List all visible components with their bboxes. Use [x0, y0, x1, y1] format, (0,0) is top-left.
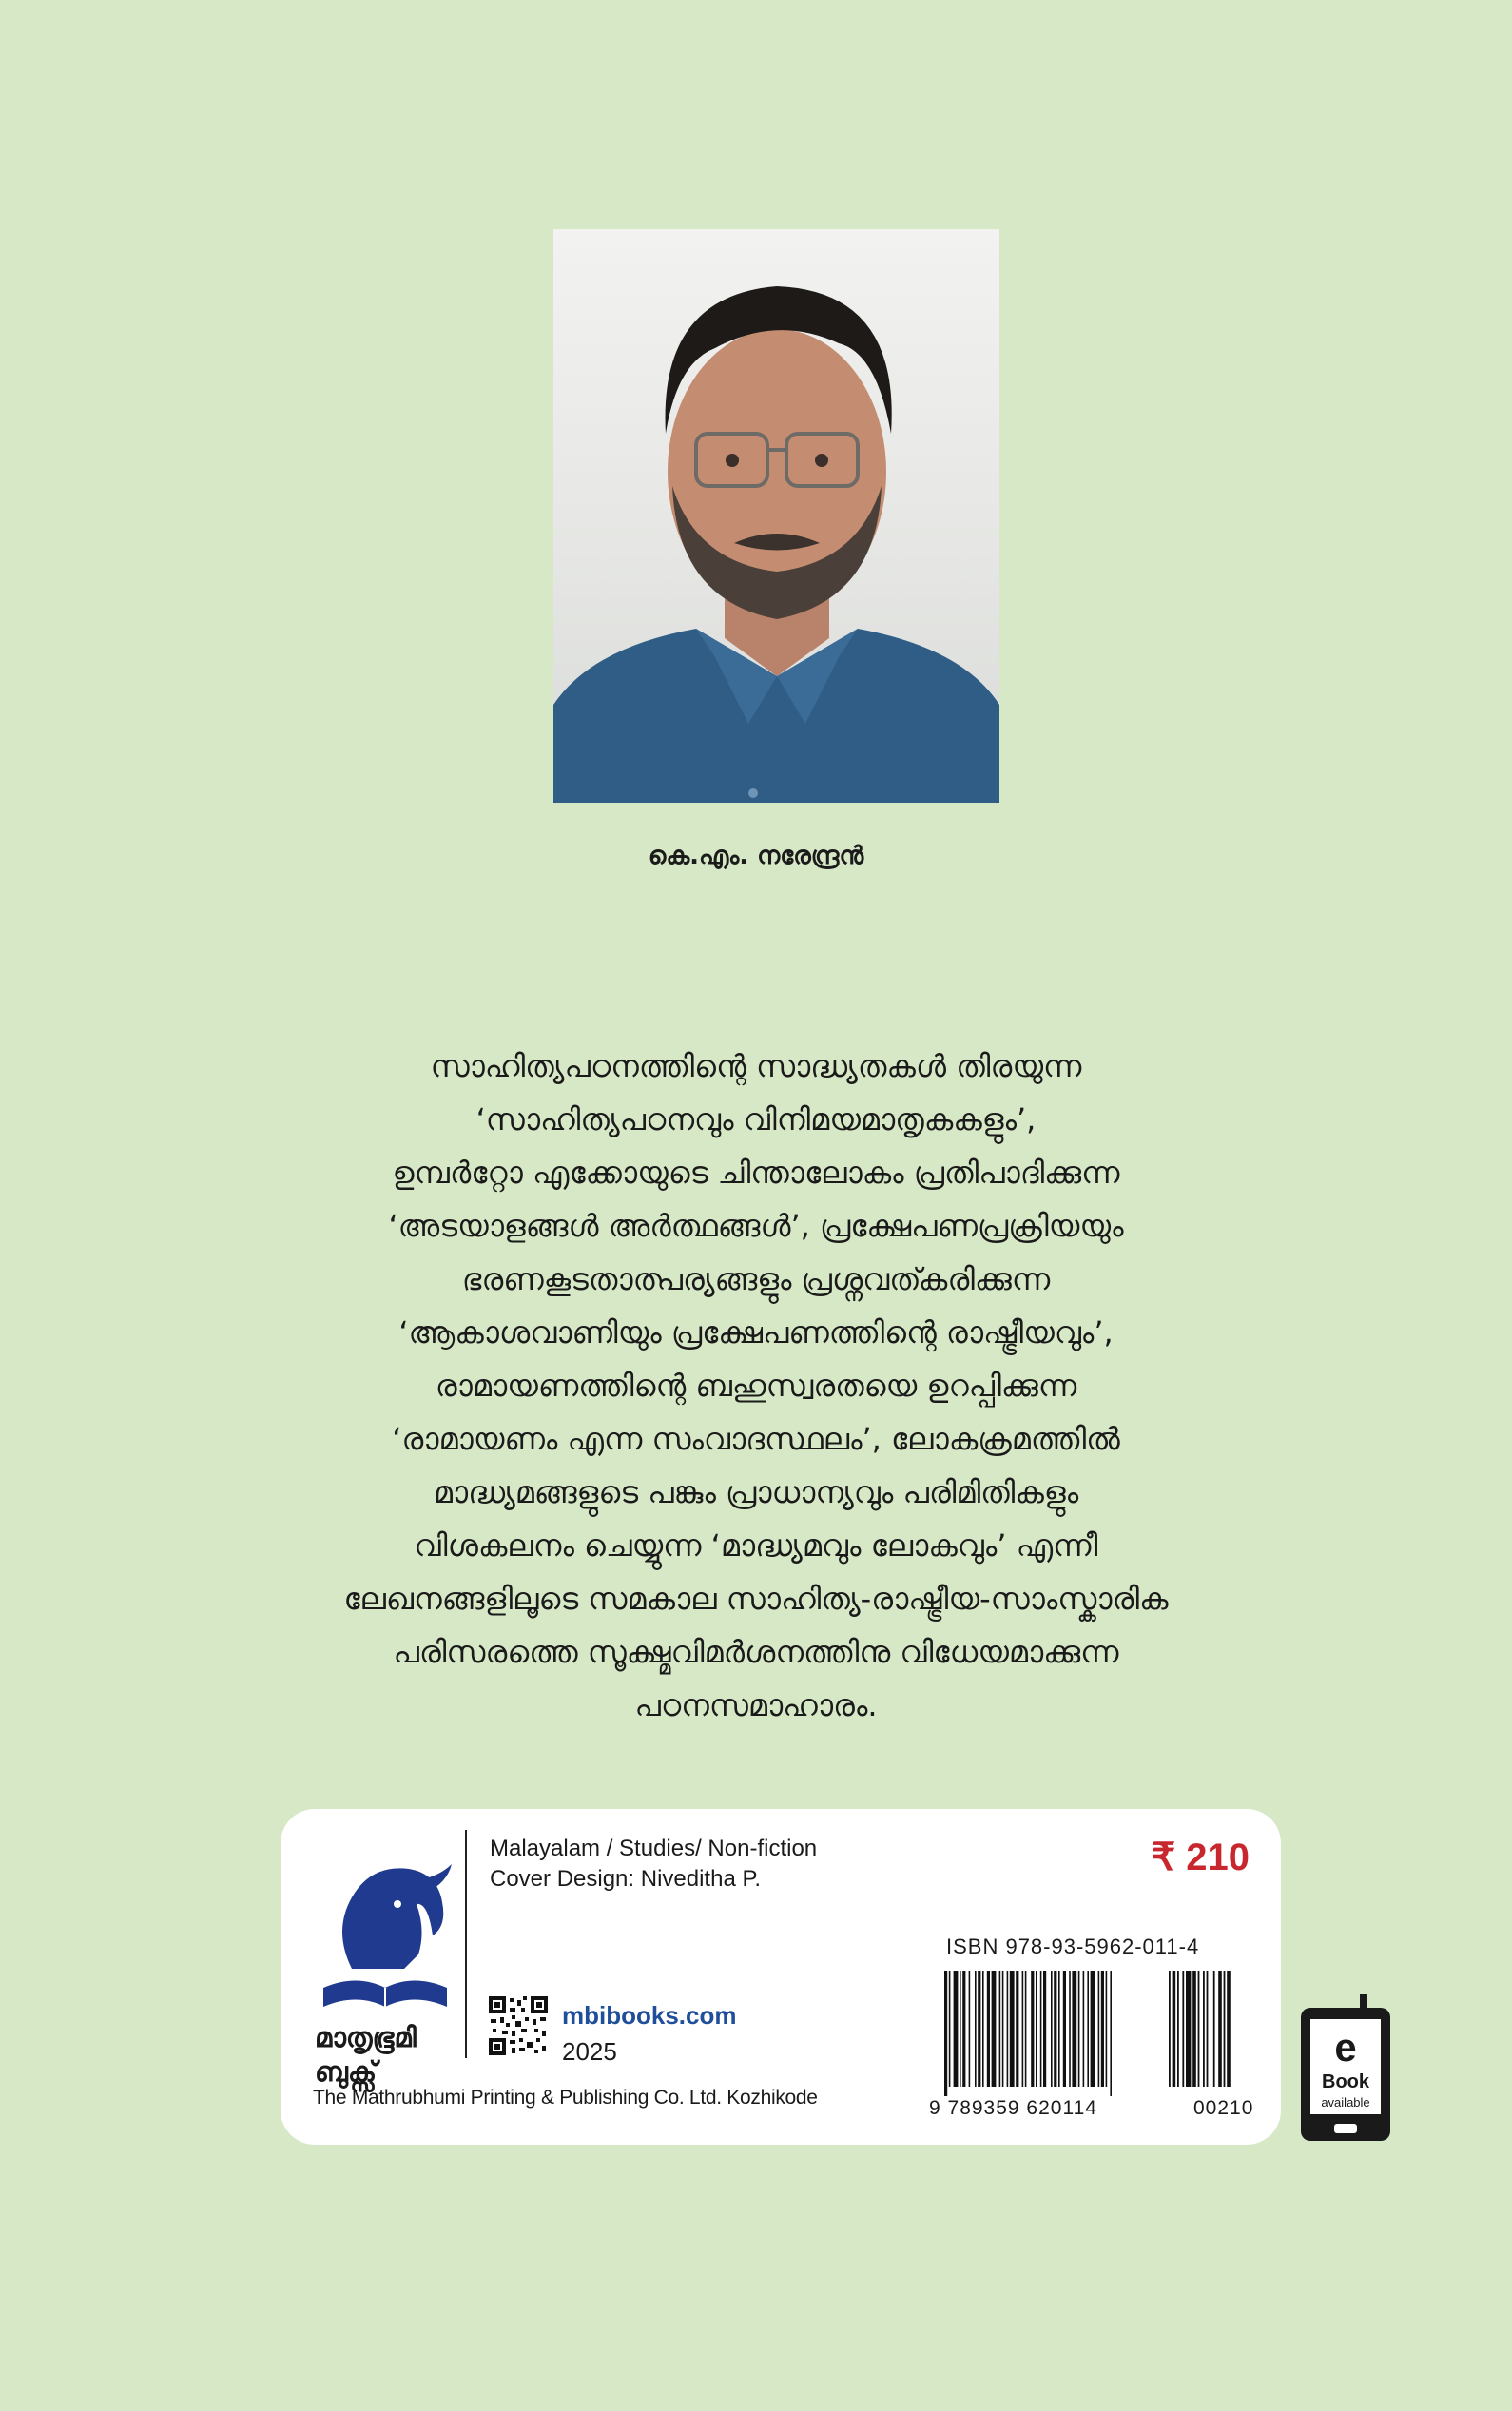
- barcode-bar: [1063, 1971, 1066, 2087]
- blurb-line: ‘രാമായണം എന്ന സംവാദസ്ഥലം’, ലോകക്രമത്തിൽ: [392, 1421, 1120, 1457]
- barcode-bar: [962, 1971, 965, 2087]
- category-text: Malayalam / Studies/ Non-fiction: [490, 1836, 818, 1861]
- website-link[interactable]: mbibooks.com: [562, 2001, 737, 2030]
- barcode-bar: [1101, 1971, 1104, 2087]
- barcode-bar: [1098, 1971, 1100, 2087]
- blurb-line: ലേഖനങ്ങളിലൂടെ സമകാല സാഹിത്യ-രാഷ്ട്രീയ-സാംസ്കാരിക: [343, 1581, 1169, 1617]
- barcode-bar: [1043, 1971, 1046, 2087]
- blurb-line: മാദ്ധ്യമങ്ങളുടെ പങ്കും പ്രാധാന്യവും പരിമിതികളും: [433, 1474, 1079, 1510]
- barcode-bar: [1025, 1971, 1027, 2087]
- barcode-bar: [1036, 1971, 1037, 2087]
- barcode-bar: [1054, 1971, 1056, 2087]
- barcode-addon-bar: [1173, 1971, 1176, 2087]
- barcode-bar: [992, 1971, 997, 2087]
- barcode-bar: [1040, 1971, 1042, 2087]
- blurb-line: ‘സാഹിത്യപഠനവും വിനിമയമാതൃകകളും’,: [475, 1101, 1037, 1137]
- barcode-icon: [944, 1971, 1252, 2096]
- barcode-bar: [1007, 1971, 1009, 2087]
- barcode-addon-bar: [1213, 1971, 1215, 2087]
- barcode-bar: [1016, 1971, 1018, 2087]
- barcode-addon-bar: [1177, 1971, 1179, 2087]
- barcode-bar: [1051, 1971, 1053, 2087]
- barcode-bar: [1069, 1971, 1071, 2087]
- cover-design-text: Cover Design: Niveditha P.: [490, 1866, 762, 1892]
- barcode-bar: [1058, 1971, 1060, 2087]
- ebook-e: e: [1334, 2025, 1357, 2070]
- barcode-bar: [1031, 1971, 1034, 2087]
- barcode-addon-bar: [1218, 1971, 1222, 2087]
- blurb-line: പരിസരത്തെ സൂക്ഷ്മവിമർശനത്തിനു വിധേയമാക്കുന്ന: [393, 1634, 1119, 1670]
- barcode-bar: [1022, 1971, 1024, 2087]
- barcode-bar: [1072, 1971, 1076, 2087]
- barcode-bar: [978, 1971, 980, 2087]
- publisher-panel: [281, 1809, 1281, 2145]
- barcode-addon-bar: [1207, 1971, 1209, 2087]
- barcode-addon-bar: [1186, 1971, 1191, 2087]
- barcode-addon-bar: [1198, 1971, 1200, 2087]
- barcode-addon-bar: [1169, 1971, 1171, 2087]
- barcode-bar: [944, 1971, 947, 2096]
- isbn: ISBN 978-93-5962-011-4: [946, 1935, 1200, 1958]
- barcode-bar: [949, 1971, 951, 2087]
- price: ₹ 210: [1151, 1837, 1250, 1878]
- barcode-addon-bar: [1192, 1971, 1196, 2087]
- barcode-addon-bar: [1227, 1971, 1231, 2087]
- barcode-bar: [954, 1971, 959, 2087]
- blurb-line: വിശകലനം ചെയ്യുന്ന ‘മാദ്ധ്യമവും ലോകവും’ എന്നീ: [414, 1527, 1098, 1564]
- barcode-addon-digits: 00210: [1193, 2097, 1254, 2119]
- barcode-bar: [1106, 1971, 1108, 2087]
- barcode-bar: [987, 1971, 990, 2087]
- barcode-addon-bar: [1203, 1971, 1205, 2087]
- author-photo: [553, 229, 999, 803]
- barcode-main-digits: 9 789359 620114: [929, 2097, 1097, 2119]
- elephant-book-logo-icon: [314, 1845, 456, 2016]
- barcode-bar: [1002, 1971, 1004, 2087]
- logo-text-line1: മാതൃഭൂമി: [315, 2021, 417, 2053]
- author-name: കെ.എം. നരേന്ദ്രൻ: [648, 842, 864, 870]
- blurb-line: രാമായണത്തിന്റെ ബഹുസ്വരതയെ ഉറപ്പിക്കുന്ന: [435, 1368, 1077, 1404]
- barcode-bar: [1087, 1971, 1089, 2087]
- blurb-line: ‘ആകാശവാണിയും പ്രക്ഷേപണത്തിന്റെ രാഷ്ട്രീയവും’,: [398, 1314, 1114, 1351]
- barcode-bar: [982, 1971, 984, 2087]
- logo-text-line2: ബുക്സ്: [315, 2055, 378, 2088]
- blurb-line: പഠനസമാഹാരം.: [634, 1687, 878, 1723]
- publisher-name: The Mathrubhumi Printing & Publishing Co. Ltd. Kozhikode: [313, 2087, 818, 2109]
- ebook-available: available: [1321, 2095, 1370, 2110]
- blurb-line: ഉമ്പർറ്റോ എക്കോയുടെ ചിന്താലോകം പ്രതിപാദിക്കുന്ന: [392, 1155, 1120, 1191]
- barcode-bar: [1091, 1971, 1095, 2087]
- divider: [465, 1830, 467, 2058]
- publication-year: 2025: [562, 2037, 617, 2066]
- barcode-bar: [999, 1971, 1001, 2087]
- barcode-addon-bar: [1182, 1971, 1184, 2087]
- blurb-line: ‘അടയാളങ്ങൾ അർത്ഥങ്ങൾ’, പ്രക്ഷേപണപ്രക്രിയയും: [388, 1208, 1124, 1244]
- ebook-available-icon: [1298, 1993, 1393, 2145]
- qr-code-icon: [489, 1996, 548, 2055]
- barcode-bar: [1110, 1971, 1112, 2096]
- barcode-bar: [1078, 1971, 1080, 2087]
- blurb-text: [190, 1040, 1322, 1732]
- blurb-line: ഭരണകൂടതാത്പര്യങ്ങളും പ്രശ്നവത്കരിക്കുന്ന: [461, 1261, 1051, 1297]
- ebook-book: Book: [1322, 2071, 1369, 2092]
- barcode-addon-bar: [1224, 1971, 1226, 2087]
- barcode-bar: [969, 1971, 971, 2087]
- barcode-bar: [1083, 1971, 1085, 2087]
- blurb-line: സാഹിത്യപഠനത്തിന്റെ സാദ്ധ്യതകൾ തിരയുന്ന: [430, 1048, 1082, 1084]
- barcode-bar: [1010, 1971, 1015, 2087]
- barcode-bar: [960, 1971, 961, 2087]
- barcode-bar: [975, 1971, 977, 2087]
